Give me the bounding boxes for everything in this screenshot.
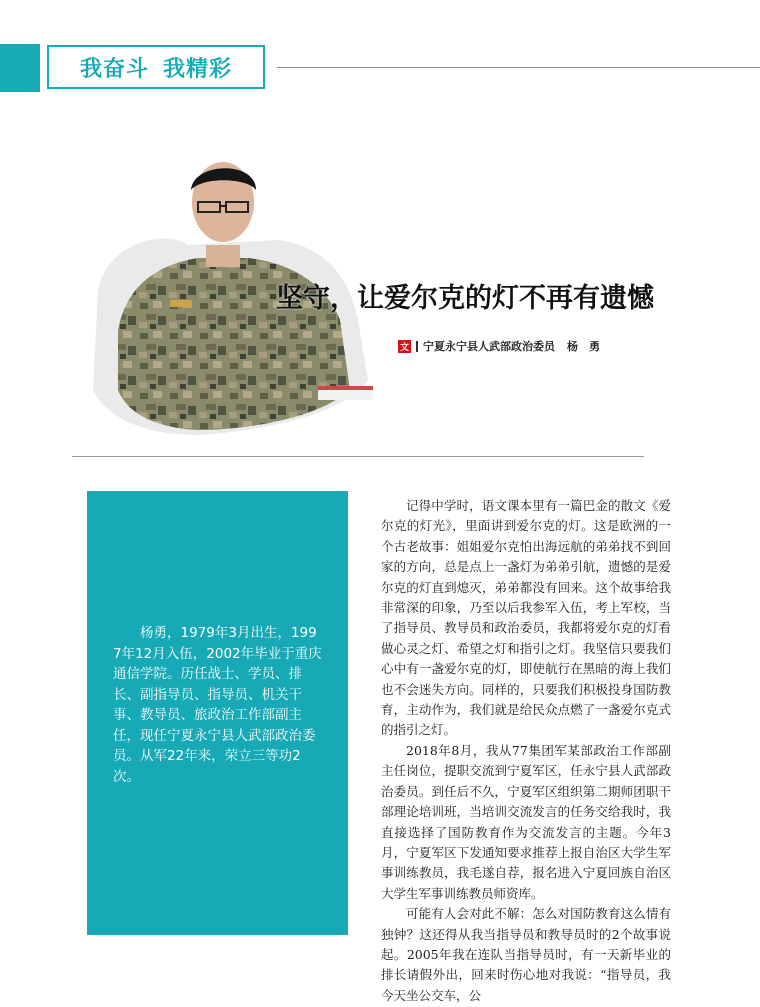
section-color-block bbox=[0, 44, 40, 92]
article-tag: 文 bbox=[398, 340, 411, 353]
author-position: 宁夏永宁县人武部政治委员 bbox=[423, 340, 555, 353]
article-paragraph: 可能有人会对此不解：怎么对国防教育这么情有独钟？这还得从我当指导员和教导员时的2个故事说起。2005年我在连队当指导员时，有一天新毕业的排长请假外出，回来时伤心地对我说：“指导员，我今天坐公交车，公 bbox=[381, 906, 671, 1003]
section-divider bbox=[72, 456, 644, 457]
author-bio: 杨勇，1979年3月出生，1997年12月入伍，2002年毕业于重庆通信学院。历任战士、学员、排长、副指导员、指导员、机关干事、教导员、旅政治工作部副主任，现任宁夏永宁县人武部政治委员。从军22年来，荣立三等功2次。 bbox=[113, 625, 322, 785]
author-bio-box bbox=[87, 491, 348, 935]
column-title-part1: 我奋斗 bbox=[79, 56, 149, 82]
column-title bbox=[47, 45, 265, 89]
byline-separator bbox=[416, 341, 418, 352]
column-title-part2: 我精彩 bbox=[163, 56, 233, 82]
author-name: 杨 勇 bbox=[567, 340, 600, 353]
author-byline bbox=[398, 338, 600, 354]
header-rule bbox=[277, 67, 760, 68]
article-paragraph: 记得中学时，语文课本里有一篇巴金的散文《爱尔克的灯光》，里面讲到爱尔克的灯。这是欧洲的一个古老故事：姐姐爱尔克怕出海远航的弟弟找不到回家的方向，总是点上一盏灯为弟弟引航，遗憾的是爱尔克的灯直到熄灭，弟弟都没有回来。这个故事给我非常深的印象，乃至以后我参军入伍，考上军校，当了指导员、教导员和政治委员，我都将爱尔克的灯看做心灵之灯、希望之灯和指引之灯。我坚信只要我们心中有一盏爱尔克的灯，即使航行在黑暗的海上我们也不会迷失方向。同样的，只要我们积极投身国防教育，主动作为，我们就是给民众点燃了一盏爱尔克式的指引之灯。 bbox=[381, 498, 671, 738]
article-title: 坚守，让爱尔克的灯不再有遗憾 bbox=[276, 283, 654, 314]
article-body bbox=[381, 496, 671, 1006]
article-paragraph: 2018年8月，我从77集团军某部政治工作部副主任岗位，提职交流到宁夏军区，任永宁县人武部政治委员。到任后不久，宁夏军区组织第二期师团职干部理论培训班，当培训交流发言的任务交给我时，我直接选择了国防教育作为交流发言的主题。今年3月，宁夏军区下发通知要求推荐上报自治区大学生军事训练教员，我毛遂自荐，报名进入宁夏回族自治区大学生军事训练教员师资库。 bbox=[381, 742, 671, 901]
